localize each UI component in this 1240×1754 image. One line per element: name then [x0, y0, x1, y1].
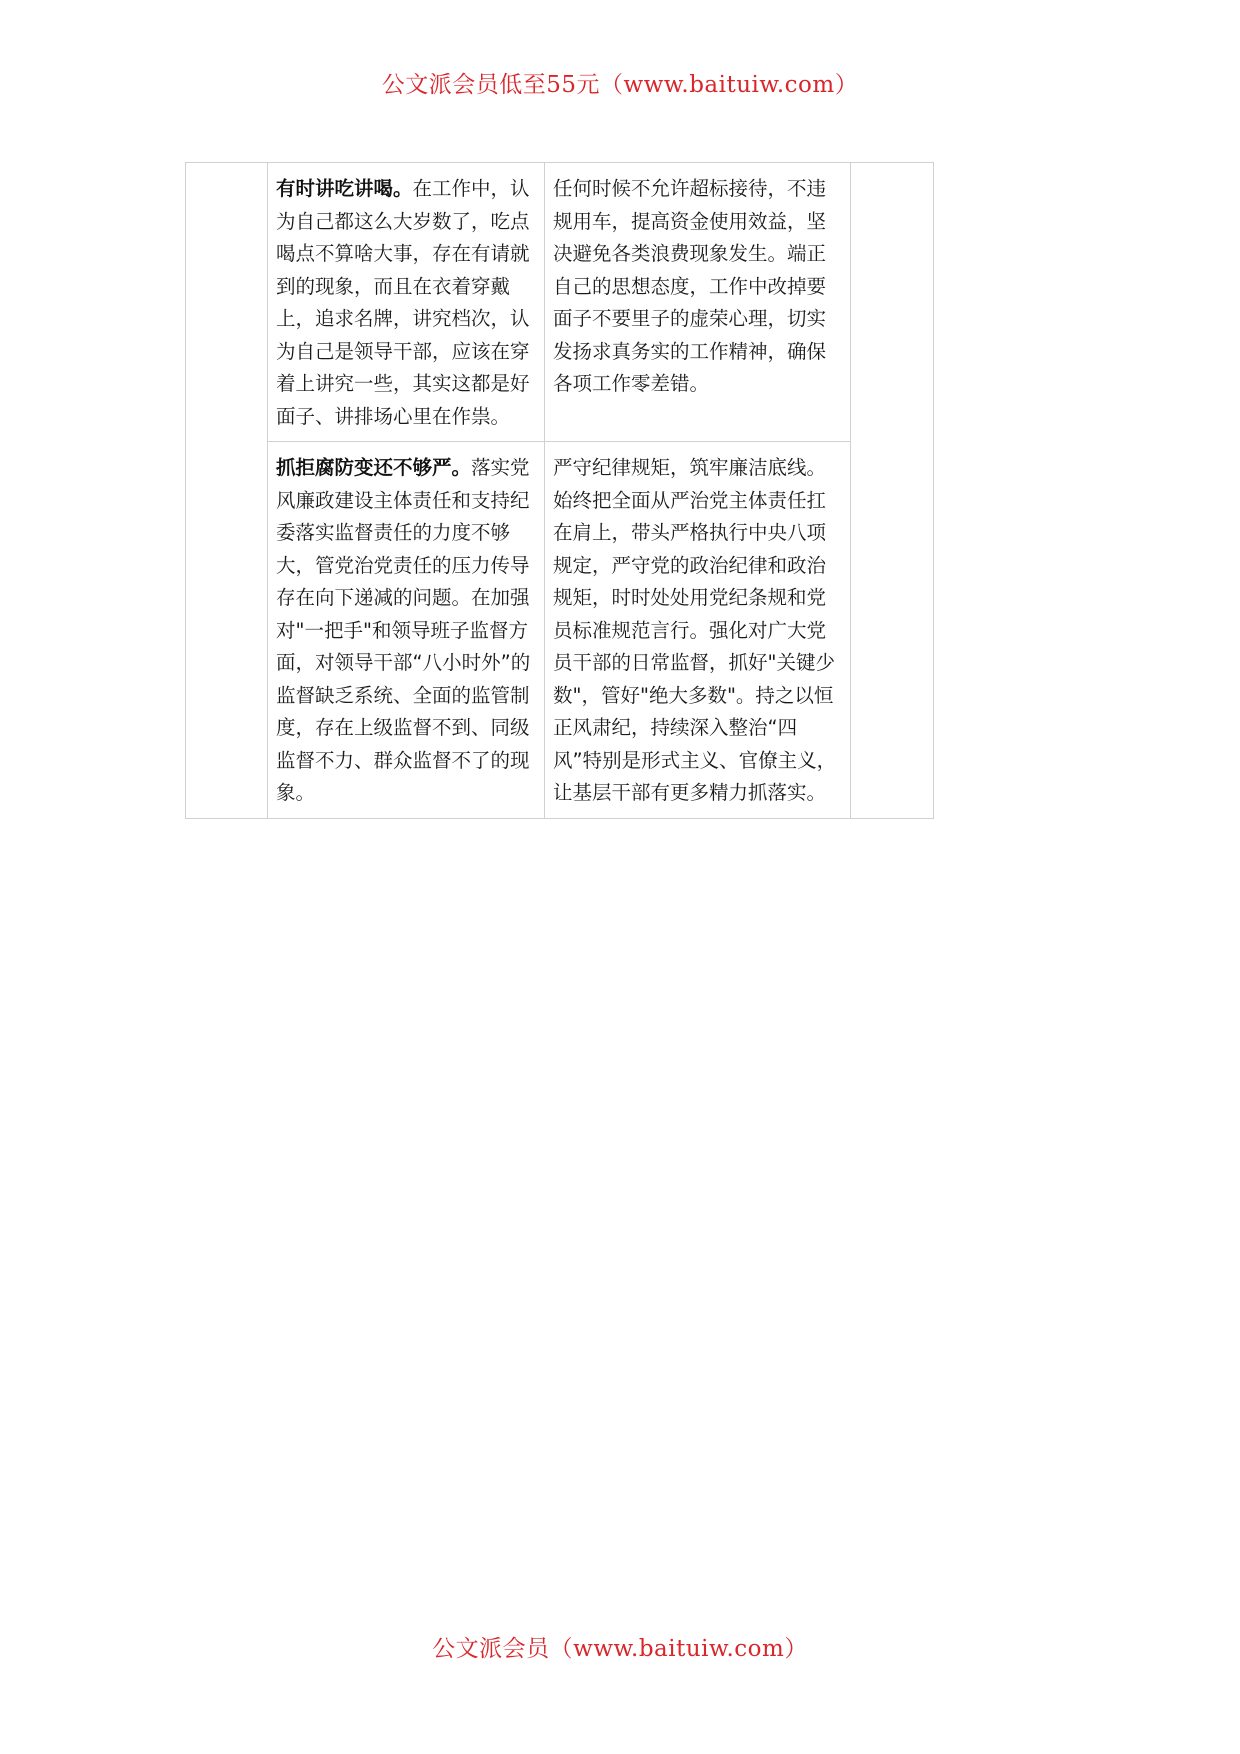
problem-text: 在工作中，认为自己都这么大岁数了，吃点喝点不算啥大事，存在有请就到的现象，而且在衣着穿戴上，追求名牌，讲究档次，认为自己是领导干部，应该在穿着上讲究一些，其实这都是好面子、讲排场心里在作祟。 — [276, 177, 530, 428]
content-table — [185, 162, 934, 819]
footer-watermark-link: 公文派会员（www.baituiw.com） — [432, 1636, 808, 1662]
measure-cell — [545, 163, 851, 442]
measure-text: 严守纪律规矩，筑牢廉洁底线。始终把全面从严治党主体责任扛在肩上，带头严格执行中央八项规定，严守党的政治纪律和政治规矩，时时处处用党纪条规和党员标准规范言行。强化对广大党员干部的日常监督，抓好"关键少数"，管好"绝大多数"。持之以恒正风肃纪，持续深入整治“四风”特别是形式主义、官僚主义，让基层干部有更多精力抓落实。 — [553, 456, 837, 804]
measure-text: 任何时候不允许超标接待，不违规用车，提高资金使用效益，坚决避免各类浪费现象发生。端正自己的思想态度，工作中改掉要面子不要里子的虚荣心理，切实发扬求真务实的工作精神，确保各项工作零差错。 — [553, 177, 827, 395]
table-cell-empty — [186, 163, 268, 819]
measure-cell — [545, 442, 851, 819]
table-cell-empty — [851, 163, 934, 819]
problem-cell — [268, 163, 545, 442]
problem-text: 落实党风廉政建设主体责任和支持纪委落实监督责任的力度不够大，管党治党责任的压力传导存在向下递减的问题。在加强对"一把手"和领导班子监督方面，对领导干部“八小时外”的监督缺乏系统、全面的监管制度，存在上级监督不到、同级监督不力、群众监督不了的现象。 — [276, 456, 531, 804]
problem-lead: 有时讲吃讲喝。 — [276, 177, 413, 200]
problem-lead: 抓拒腐防变还不够严。 — [276, 456, 472, 479]
header-watermark-link: 公文派会员低至55元（www.baituiw.com） — [381, 72, 859, 98]
table-row — [186, 442, 934, 819]
problem-cell — [268, 442, 545, 819]
table-row — [186, 163, 934, 442]
